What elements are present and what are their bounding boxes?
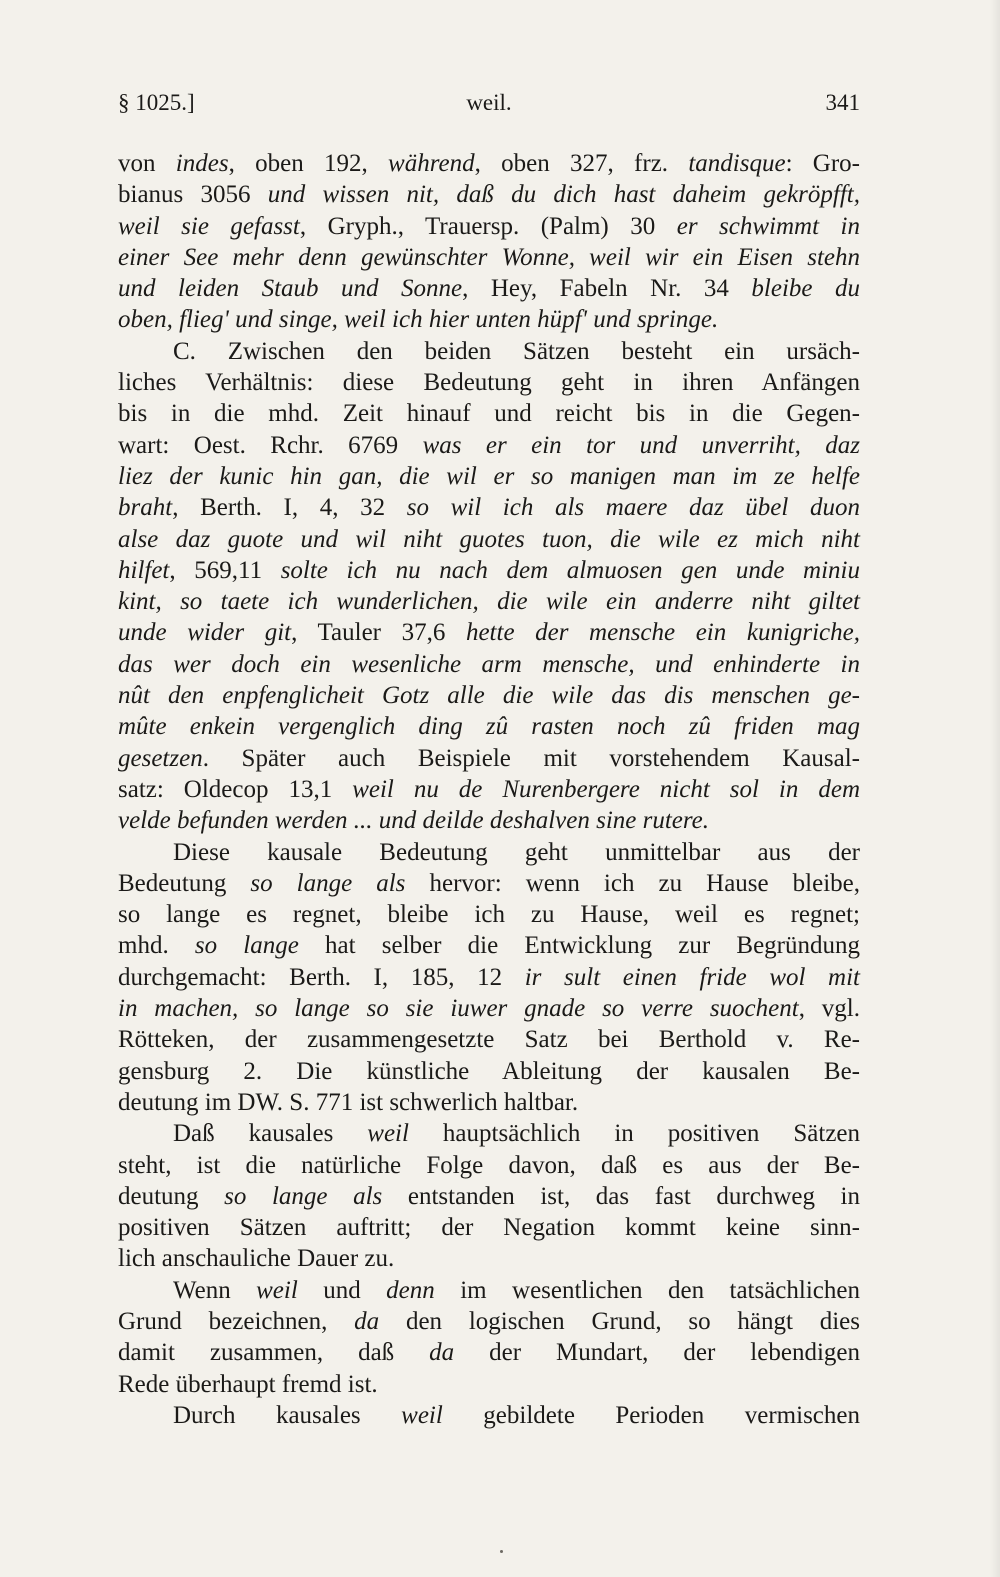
italic-quotation: kint, so taete ich wunderlichen, die wile ein anderre niht giltet bbox=[118, 588, 860, 616]
italic-quotation: das wer doch ein wesenliche arm mensche, und enhinderte in bbox=[118, 650, 860, 678]
italic-quotation: so lange als bbox=[224, 1182, 383, 1210]
italic-quotation: weil sie gefasst bbox=[118, 212, 300, 240]
text-line bbox=[118, 649, 860, 680]
text-segment: C. Zwischen den beiden Sätzen besteht ein ursäch- bbox=[173, 337, 860, 365]
text-segment: bianus 3056 bbox=[118, 181, 268, 209]
text-line bbox=[118, 774, 860, 805]
text-segment: durchgemacht: Berth. I, 185, 12 bbox=[118, 963, 525, 991]
text-segment: wart: Oest. Rchr. 6769 bbox=[118, 431, 423, 459]
italic-quotation: so lange als bbox=[250, 869, 406, 897]
text-segment: mhd. bbox=[118, 932, 195, 960]
text-line bbox=[118, 586, 860, 617]
text-line bbox=[118, 524, 860, 555]
text-line bbox=[118, 617, 860, 648]
italic-quotation: alse daz guote und wil niht guotes tuon, die wile ez mich niht bbox=[118, 525, 860, 553]
italic-quotation: tandisque bbox=[688, 150, 786, 177]
text-line bbox=[118, 868, 860, 899]
text-line bbox=[118, 1056, 860, 1087]
italic-quotation: oben, flieg' und singe, weil ich hier unten hüpf' und springe. bbox=[118, 306, 719, 334]
text-line bbox=[118, 430, 860, 461]
text-segment: Rötteken, der zusammengesetzte Satz bei Berthold v. Re- bbox=[118, 1026, 860, 1054]
italic-quotation: da bbox=[354, 1307, 380, 1335]
text-line bbox=[118, 492, 860, 523]
text-line bbox=[118, 711, 860, 742]
italic-quotation: während bbox=[388, 150, 475, 177]
italic-quotation: da bbox=[429, 1339, 455, 1367]
italic-quotation: weil bbox=[256, 1276, 298, 1304]
italic-quotation: velde befunden werden ... und deilde deshalven sine rutere. bbox=[118, 807, 710, 835]
text-segment: , Berth. I, 4, 32 bbox=[172, 494, 407, 522]
text-segment: Rede überhaupt fremd ist. bbox=[118, 1370, 378, 1398]
italic-quotation: bleibe du bbox=[751, 275, 860, 303]
italic-quotation: unde wider git bbox=[118, 619, 292, 647]
text-segment: , Hey, Fabeln Nr. 34 bbox=[462, 275, 752, 303]
text-segment: deutung bbox=[118, 1182, 225, 1210]
italic-quotation: gesetzen bbox=[118, 744, 203, 772]
text-segment: , oben 192, bbox=[228, 150, 389, 177]
italic-quotation: liez der kunic hin gan, die wil er so manigen man im ze helfe bbox=[118, 462, 860, 490]
running-title: weil. bbox=[466, 90, 512, 115]
text-line bbox=[118, 1243, 860, 1274]
text-segment: , vgl. bbox=[798, 995, 861, 1023]
text-line bbox=[118, 367, 860, 398]
text-segment: gensburg 2. Die künstliche Ableitung der kausalen Be- bbox=[118, 1057, 860, 1085]
text-line bbox=[118, 1087, 860, 1118]
italic-quotation: mûte enkein vergenglich ding zû rasten noch zû friden mag bbox=[118, 713, 860, 741]
text-segment: Grund bezeichnen, bbox=[118, 1307, 355, 1335]
text-line bbox=[118, 273, 860, 304]
text-line bbox=[118, 680, 860, 711]
page-edge-shadow bbox=[990, 0, 1000, 1577]
italic-quotation: er schwimmt in bbox=[676, 212, 860, 240]
text-line bbox=[118, 211, 860, 242]
italic-quotation: so wil ich als maere daz übel duon bbox=[406, 494, 860, 522]
italic-quotation: weil nu de Nurenbergere nicht sol in dem bbox=[352, 775, 860, 803]
text-line bbox=[118, 1369, 860, 1400]
text-segment: Daß kausales bbox=[173, 1120, 368, 1148]
text-line bbox=[118, 930, 860, 961]
italic-quotation: denn bbox=[386, 1276, 435, 1304]
italic-quotation: in machen, so lange so sie iuwer gnade so verre suochent bbox=[118, 995, 799, 1023]
text-segment: Diese kausale Bedeutung geht unmittelbar aus der bbox=[173, 838, 860, 866]
text-segment: von bbox=[118, 150, 176, 177]
italic-quotation: was er ein tor und unverriht, daz bbox=[422, 431, 860, 459]
text-line bbox=[118, 1181, 860, 1212]
text-segment: hauptsächlich in positiven Sätzen bbox=[408, 1120, 861, 1148]
text-line bbox=[118, 1400, 860, 1431]
italic-quotation: und leiden Staub und Sonne bbox=[118, 275, 463, 303]
text-line bbox=[118, 743, 860, 774]
text-line bbox=[118, 148, 860, 179]
text-segment: : Gro- bbox=[785, 150, 860, 177]
text-segment: den logischen Grund, so hängt dies bbox=[379, 1307, 860, 1335]
body-text bbox=[118, 148, 860, 1431]
text-segment: hat selber die Entwicklung zur Begründung bbox=[298, 932, 860, 960]
text-segment: lich anschauliche Dauer zu. bbox=[118, 1245, 395, 1273]
text-line bbox=[118, 242, 860, 273]
text-segment: , Gryph., Trauersp. (Palm) 30 bbox=[299, 212, 677, 240]
text-segment: Wenn bbox=[173, 1276, 257, 1304]
italic-quotation: einer See mehr denn gewünschter Wonne, weil wir ein Eisen stehn bbox=[118, 243, 860, 271]
text-segment: und bbox=[297, 1276, 387, 1304]
text-segment: . Später auch Beispiele mit vorstehendem Kausal- bbox=[202, 744, 860, 772]
text-segment: , oben 327, frz. bbox=[474, 150, 689, 177]
print-speck bbox=[500, 1550, 503, 1553]
text-line bbox=[118, 899, 860, 930]
page-number: 341 bbox=[825, 90, 860, 115]
text-line bbox=[118, 1275, 860, 1306]
text-segment: , Tauler 37,6 bbox=[291, 619, 466, 647]
text-segment: positiven Sätzen auftritt; der Negation kommt keine sinn- bbox=[118, 1214, 860, 1242]
italic-quotation: weil bbox=[367, 1120, 409, 1148]
italic-quotation: und wissen nit, daß du dich hast daheim gekröpfft, bbox=[267, 181, 860, 209]
italic-quotation: braht bbox=[118, 494, 173, 522]
text-line bbox=[118, 179, 860, 210]
text-segment: bis in die mhd. Zeit hinauf und reicht bis in die Gegen- bbox=[118, 400, 860, 428]
text-segment: so lange es regnet, bleibe ich zu Hause, weil es regnet; bbox=[118, 901, 860, 929]
text-line bbox=[118, 805, 860, 836]
text-segment: Bedeutung bbox=[118, 869, 251, 897]
italic-quotation: nût den enpfenglicheit Gotz alle die wile das dis menschen ge- bbox=[118, 682, 860, 710]
italic-quotation: hilfet bbox=[118, 556, 170, 584]
text-line bbox=[118, 993, 860, 1024]
italic-quotation: so lange bbox=[194, 932, 299, 960]
text-segment: steht, ist die natürliche Folge davon, daß es aus der Be- bbox=[118, 1151, 860, 1179]
text-segment: , 569,11 bbox=[169, 556, 281, 584]
text-line bbox=[118, 962, 860, 993]
text-line bbox=[118, 1212, 860, 1243]
italic-quotation: ir sult einen fride wol mit bbox=[524, 963, 861, 991]
text-segment: Durch kausales bbox=[173, 1401, 402, 1429]
italic-quotation: solte ich nu nach dem almuosen gen unde miniu bbox=[280, 556, 861, 584]
text-line bbox=[118, 461, 860, 492]
text-segment: deutung im DW. S. 771 ist schwerlich haltbar. bbox=[118, 1088, 579, 1116]
text-segment: entstanden ist, das fast durchweg in bbox=[382, 1182, 861, 1210]
italic-quotation: weil bbox=[401, 1401, 443, 1429]
running-header bbox=[118, 90, 860, 120]
text-segment: satz: Oldecop 13,1 bbox=[118, 775, 353, 803]
text-segment: liches Verhältnis: diese Bedeutung geht in ihren Anfängen bbox=[118, 369, 860, 397]
text-line bbox=[118, 398, 860, 429]
text-line bbox=[118, 1024, 860, 1055]
italic-quotation: indes bbox=[175, 150, 229, 177]
text-line bbox=[118, 1150, 860, 1181]
text-line bbox=[118, 304, 860, 335]
text-line bbox=[118, 1337, 860, 1368]
italic-quotation: hette der mensche ein kunigriche, bbox=[465, 619, 861, 647]
section-reference: § 1025.] bbox=[118, 90, 195, 115]
text-line bbox=[118, 837, 860, 868]
text-segment: hervor: wenn ich zu Hause bleibe, bbox=[405, 869, 860, 897]
text-line bbox=[118, 555, 860, 586]
text-segment: damit zusammen, daß bbox=[118, 1339, 430, 1367]
text-segment: gebildete Perioden vermischen bbox=[442, 1401, 860, 1429]
text-line bbox=[118, 1118, 860, 1149]
text-segment: der Mundart, der lebendigen bbox=[454, 1339, 860, 1367]
text-line bbox=[118, 1306, 860, 1337]
text-line bbox=[118, 336, 860, 367]
text-segment: im wesentlichen den tatsächlichen bbox=[434, 1276, 860, 1304]
